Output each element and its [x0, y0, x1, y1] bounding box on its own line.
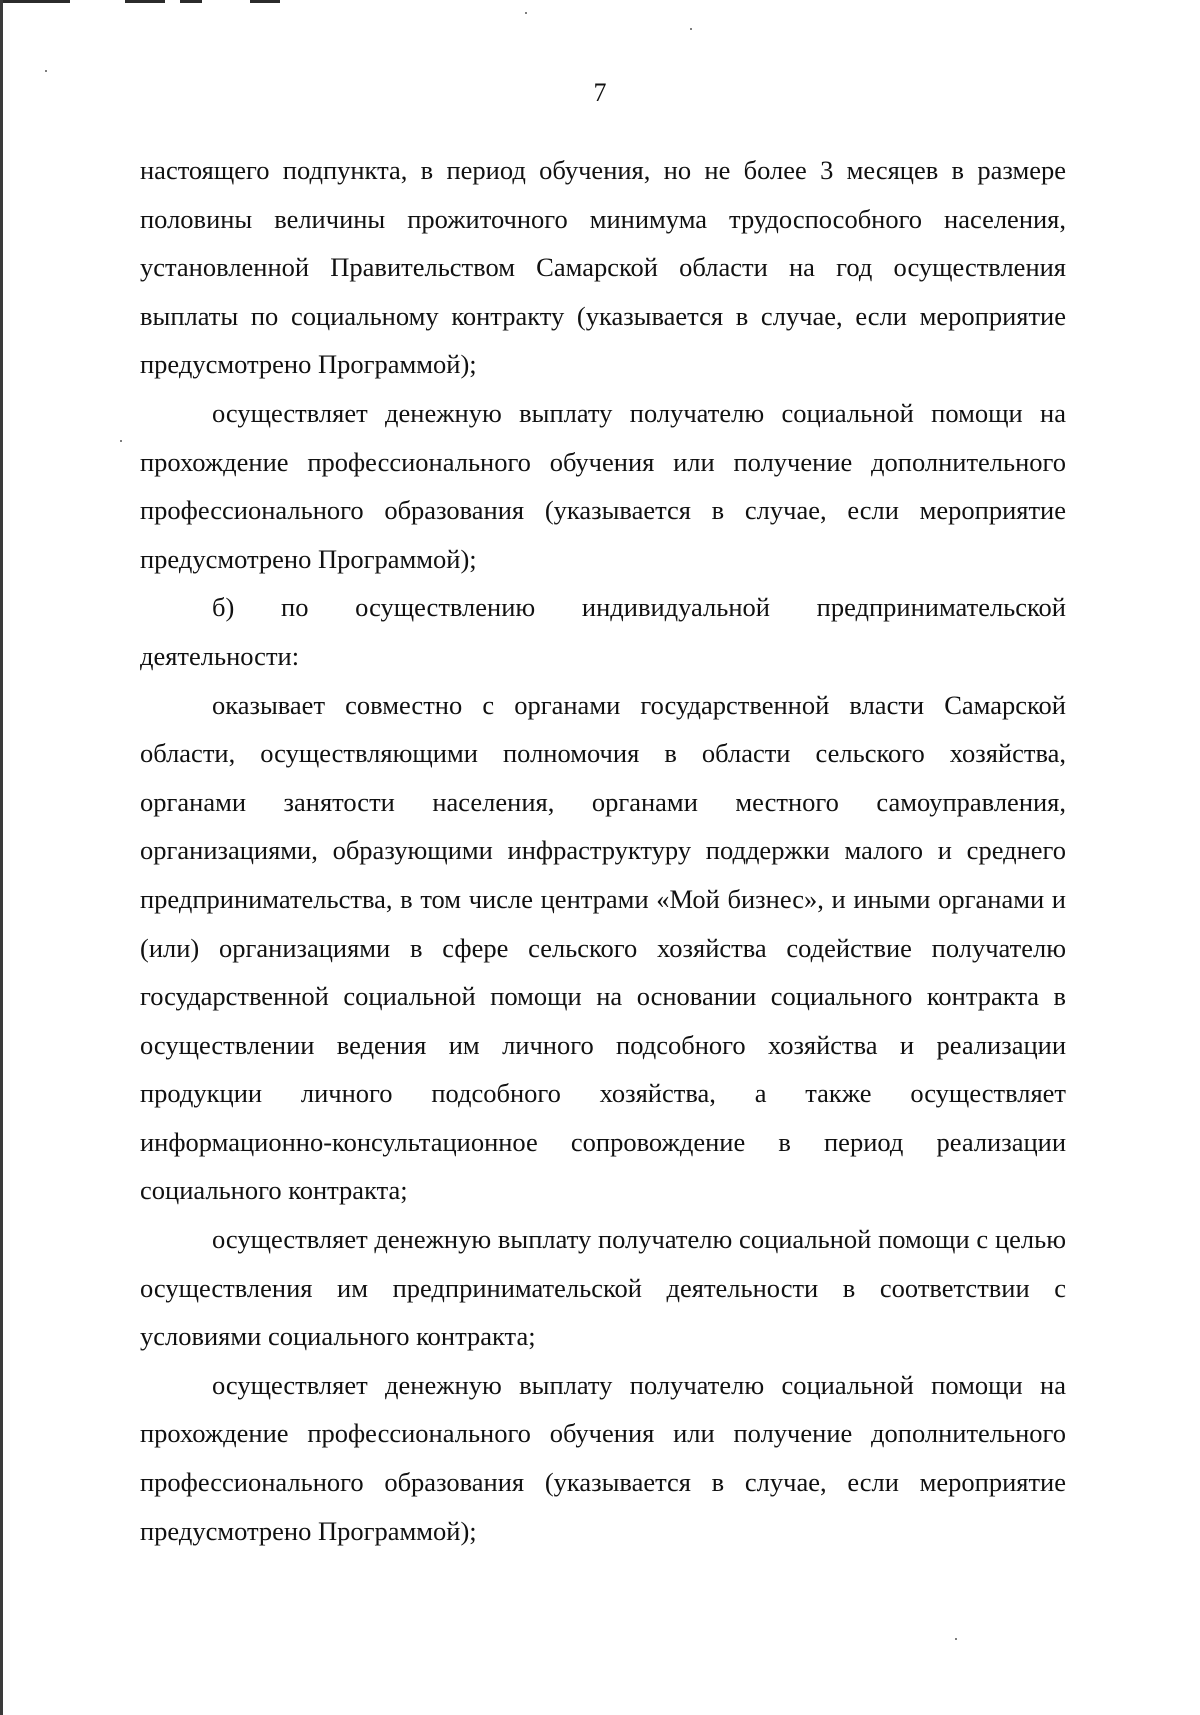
scan-speck — [525, 12, 527, 14]
paragraph: оказывает совместно с органами государственной власти Самарской области, осуществляющими полномочия в области сельского хозяйства, органами занятости населения, органами местного самоуправления, организациями, образующими инфраструктуру поддержки малого и среднего предпринимательства, в том числе центрами «Мой бизнес», и иными органами и (или) организациями в сфере сельского хозяйства содействие получателю государственной социальной помощи на основании социального контракта в осуществлении ведения им личного подсобного хозяйства и реализации продукции личного подсобного хозяйства, а также осуществляет информационно-консультационное сопровождение в период реализации социального контракта; — [140, 689, 1066, 1206]
scan-artifact-top — [0, 0, 70, 3]
document-body — [140, 146, 1066, 1555]
scan-artifact-top — [250, 0, 280, 3]
paragraph: осуществляет денежную выплату получателю социальной помощи на прохождение профессионального обучения или получение дополнительного профессионального образования (указывается в случае, если мероприятие предусмотрено Программой); — [140, 1369, 1066, 1546]
scan-artifact-top — [180, 0, 202, 3]
paragraph: осуществляет денежную выплату получателю социальной помощи на прохождение профессионального обучения или получение дополнительного профессионального образования (указывается в случае, если мероприятие предусмотрено Программой); — [140, 397, 1066, 574]
scan-artifact-top — [125, 0, 165, 3]
scan-artifact-left-edge — [0, 0, 3, 1715]
paragraph: б) по осуществлению индивидуальной предпринимательской деятельности: — [140, 592, 1066, 671]
scan-speck — [690, 28, 692, 30]
page-number: 7 — [593, 78, 607, 107]
scan-speck — [955, 1638, 957, 1640]
scan-speck — [45, 70, 47, 72]
paragraph: осуществляет денежную выплату получателю социальной помощи с целью осуществления им предпринимательской деятельности в соответствии с условиями социального контракта; — [140, 1224, 1066, 1352]
paragraph: настоящего подпункта, в период обучения, но не более 3 месяцев в размере половины величины прожиточного минимума трудоспособного населения, установленной Правительством Самарской области на год осуществления выплаты по социальному контракту (указывается в случае, если мероприятие предусмотрено Программой); — [140, 155, 1066, 380]
scan-speck — [120, 440, 122, 442]
